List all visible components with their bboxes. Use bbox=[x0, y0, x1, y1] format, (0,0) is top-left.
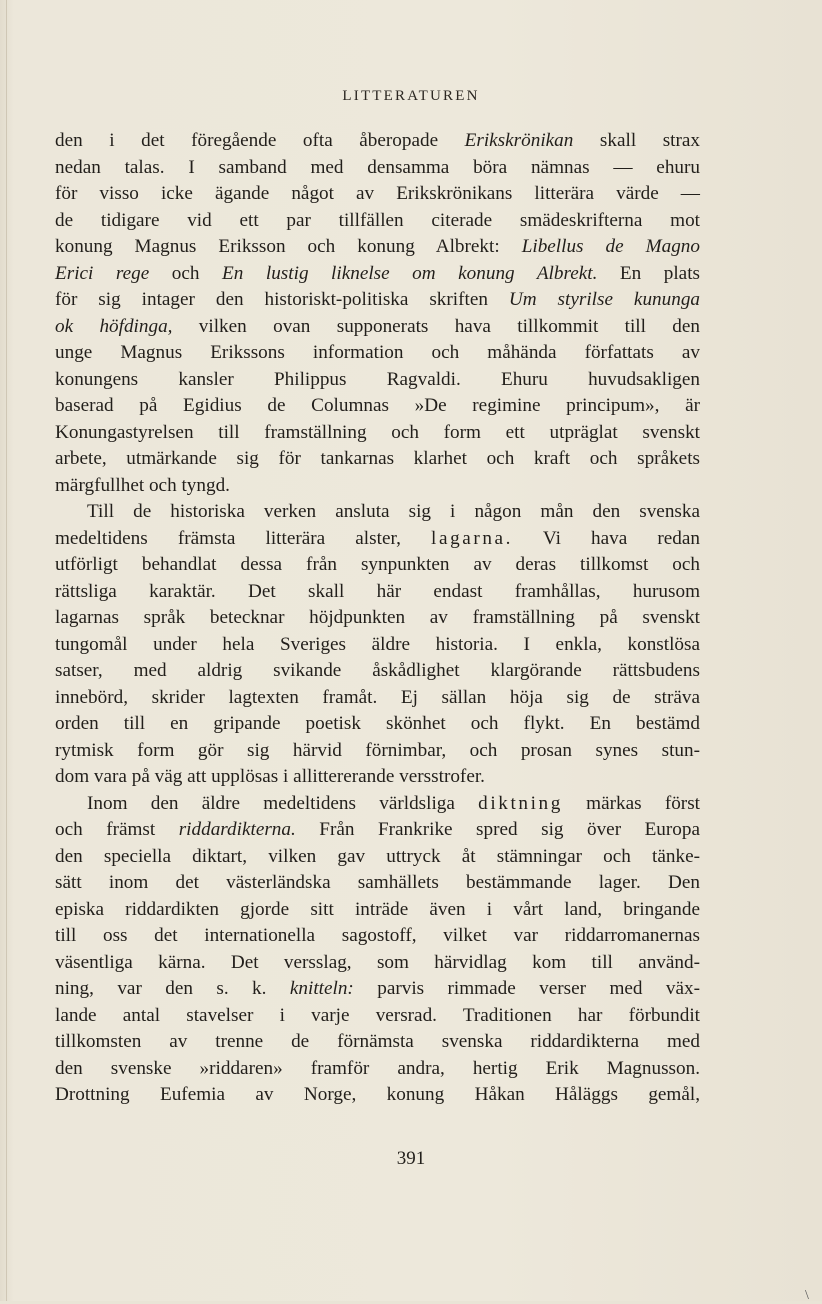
text-run: Från Frankrike spred sig över Europa bbox=[295, 819, 700, 840]
text-run: Inom den äldre medeltidens världsliga bbox=[87, 792, 479, 814]
text-run: och bbox=[149, 262, 223, 284]
spaced-emphasis: diktning bbox=[478, 792, 563, 814]
text-run: En plats bbox=[597, 262, 700, 284]
text-line bbox=[55, 817, 700, 844]
text-line bbox=[55, 923, 700, 950]
text-line bbox=[55, 208, 700, 235]
italic-title: knitteln: bbox=[289, 978, 354, 999]
italic-title: Libellus de Magno bbox=[521, 236, 700, 257]
text-line bbox=[55, 844, 700, 871]
text-line bbox=[55, 128, 700, 155]
text-line bbox=[55, 738, 700, 765]
text-run: de tidigare vid ett par tillfällen citerade smädeskrifterna mot bbox=[55, 209, 700, 231]
text-run: Vi hava redan bbox=[513, 527, 700, 549]
text-line bbox=[55, 367, 700, 394]
text-run: utförligt behandlat dessa från synpunkten av deras tillkomst och bbox=[55, 554, 700, 575]
text-run: skall strax bbox=[573, 130, 700, 151]
text-run: konung Magnus Eriksson och konung Albrekt: bbox=[55, 236, 522, 257]
text-run: satser, med aldrig svikande åskådlighet klargörande rättsbudens bbox=[55, 660, 700, 681]
text-line bbox=[55, 1082, 700, 1109]
text-line bbox=[55, 552, 700, 579]
text-line bbox=[55, 1029, 700, 1056]
text-line bbox=[55, 632, 700, 659]
text-run: och främst bbox=[55, 819, 179, 840]
text-line bbox=[55, 685, 700, 712]
text-run: konungens kansler Philippus Ragvaldi. Ehuru huvudsakligen bbox=[55, 368, 700, 390]
text-run: sätt inom det västerländska samhällets bestämmande lager. Den bbox=[55, 872, 700, 893]
text-line bbox=[55, 287, 700, 314]
text-run: märgfullhet och tyngd. bbox=[55, 474, 230, 496]
text-run: Till de historiska verken ansluta sig i någon mån den svenska bbox=[87, 501, 700, 522]
text-line bbox=[55, 181, 700, 208]
text-run: den speciella diktart, vilken gav uttryck åt stämningar och tänke- bbox=[55, 845, 700, 867]
text-run: ning, var den s. k. bbox=[55, 978, 290, 999]
italic-title: riddardikterna. bbox=[178, 819, 296, 840]
text-line bbox=[55, 314, 700, 341]
text-line bbox=[55, 420, 700, 447]
text-line bbox=[55, 950, 700, 977]
text-run: för sig intager den historiskt-politiska skriften bbox=[55, 289, 509, 310]
text-run: märkas först bbox=[562, 792, 700, 814]
text-line bbox=[55, 711, 700, 738]
text-line bbox=[55, 526, 700, 553]
text-run: Drottning Eufemia av Norge, konung Håkan Håläggs gemål, bbox=[55, 1084, 700, 1105]
text-run: orden till en gripande poetisk skönhet och flykt. En bestämd bbox=[55, 713, 700, 734]
text-line bbox=[55, 446, 700, 473]
text-line bbox=[55, 1056, 700, 1083]
text-run: rytmisk form gör sig härvid förnimbar, och prosan synes stun- bbox=[55, 739, 700, 761]
text-run: baserad på Egidius de Columnas »De regimine principum», är bbox=[55, 395, 700, 416]
text-line bbox=[55, 1003, 700, 1030]
body-text bbox=[55, 128, 700, 1109]
text-line bbox=[55, 473, 700, 500]
text-line bbox=[55, 579, 700, 606]
text-run: den i det föregående ofta åberopade bbox=[55, 130, 465, 151]
text-line bbox=[55, 155, 700, 182]
italic-title: Um styrilse kununga bbox=[508, 289, 701, 310]
spaced-emphasis: lagarna. bbox=[431, 527, 514, 549]
text-line bbox=[55, 605, 700, 632]
italic-title: En lustig liknelse om konung Albrekt. bbox=[222, 262, 598, 284]
scan-speck: \ bbox=[805, 1288, 809, 1303]
text-run: tungomål under hela Sveriges äldre historia. I enkla, konstlösa bbox=[55, 633, 700, 655]
italic-title: ok höfdinga, bbox=[55, 315, 173, 337]
text-run: rättsliga karaktär. Det skall här endast framhållas, hurusom bbox=[55, 580, 700, 602]
text-run: lagarnas språk betecknar höjdpunkten av framställning på svenskt bbox=[55, 607, 700, 628]
text-run: nedan talas. I samband med densamma böra nämnas — ehuru bbox=[55, 156, 700, 178]
text-line bbox=[55, 340, 700, 367]
text-line bbox=[55, 897, 700, 924]
text-run: den svenske »riddaren» framför andra, hertig Erik Magnusson. bbox=[55, 1057, 700, 1079]
text-run: parvis rimmade verser med väx- bbox=[353, 978, 700, 999]
text-line bbox=[55, 499, 700, 526]
text-run: dom vara på väg att upplösas i allittererande versstrofer. bbox=[55, 766, 485, 787]
text-run: för visso icke ägande något av Erikskrönikans litterära värde — bbox=[55, 183, 700, 204]
text-line bbox=[55, 976, 700, 1003]
italic-title: Erici rege bbox=[55, 262, 150, 284]
italic-title: Erikskrönikan bbox=[464, 130, 574, 151]
page-number: 391 bbox=[396, 1148, 426, 1169]
page-gutter-line bbox=[6, 0, 7, 1301]
text-run: tillkomsten av trenne de förnämsta svenska riddardikterna med bbox=[55, 1031, 700, 1052]
text-line bbox=[55, 234, 700, 261]
text-line bbox=[55, 764, 700, 791]
text-run: vilken ovan supponerats hava tillkommit till den bbox=[172, 315, 700, 337]
text-run: innebörd, skrider lagtexten framåt. Ej sällan höja sig de sträva bbox=[55, 686, 700, 708]
text-line bbox=[55, 261, 700, 288]
text-line bbox=[55, 658, 700, 685]
text-line bbox=[55, 393, 700, 420]
text-run: till oss det internationella sagostoff, vilket var riddarromanernas bbox=[55, 925, 700, 946]
text-run: Konungastyrelsen till framställning och form ett utpräglat svenskt bbox=[55, 421, 700, 443]
text-run: lande antal stavelser i varje versrad. Traditionen har förbundit bbox=[55, 1004, 700, 1026]
text-run: medeltidens främsta litterära alster, bbox=[55, 527, 432, 549]
text-run: väsentliga kärna. Det versslag, som härvidlag kom till använd- bbox=[55, 951, 700, 973]
text-run: unge Magnus Erikssons information och måhända författats av bbox=[55, 342, 700, 363]
text-line bbox=[55, 870, 700, 897]
text-run: episka riddardikten gjorde sitt inträde även i vårt land, bringande bbox=[55, 898, 700, 920]
text-run: arbete, utmärkande sig för tankarnas klarhet och kraft och språkets bbox=[55, 448, 700, 469]
running-head: LITTERATUREN bbox=[342, 88, 480, 104]
text-line bbox=[55, 791, 700, 818]
